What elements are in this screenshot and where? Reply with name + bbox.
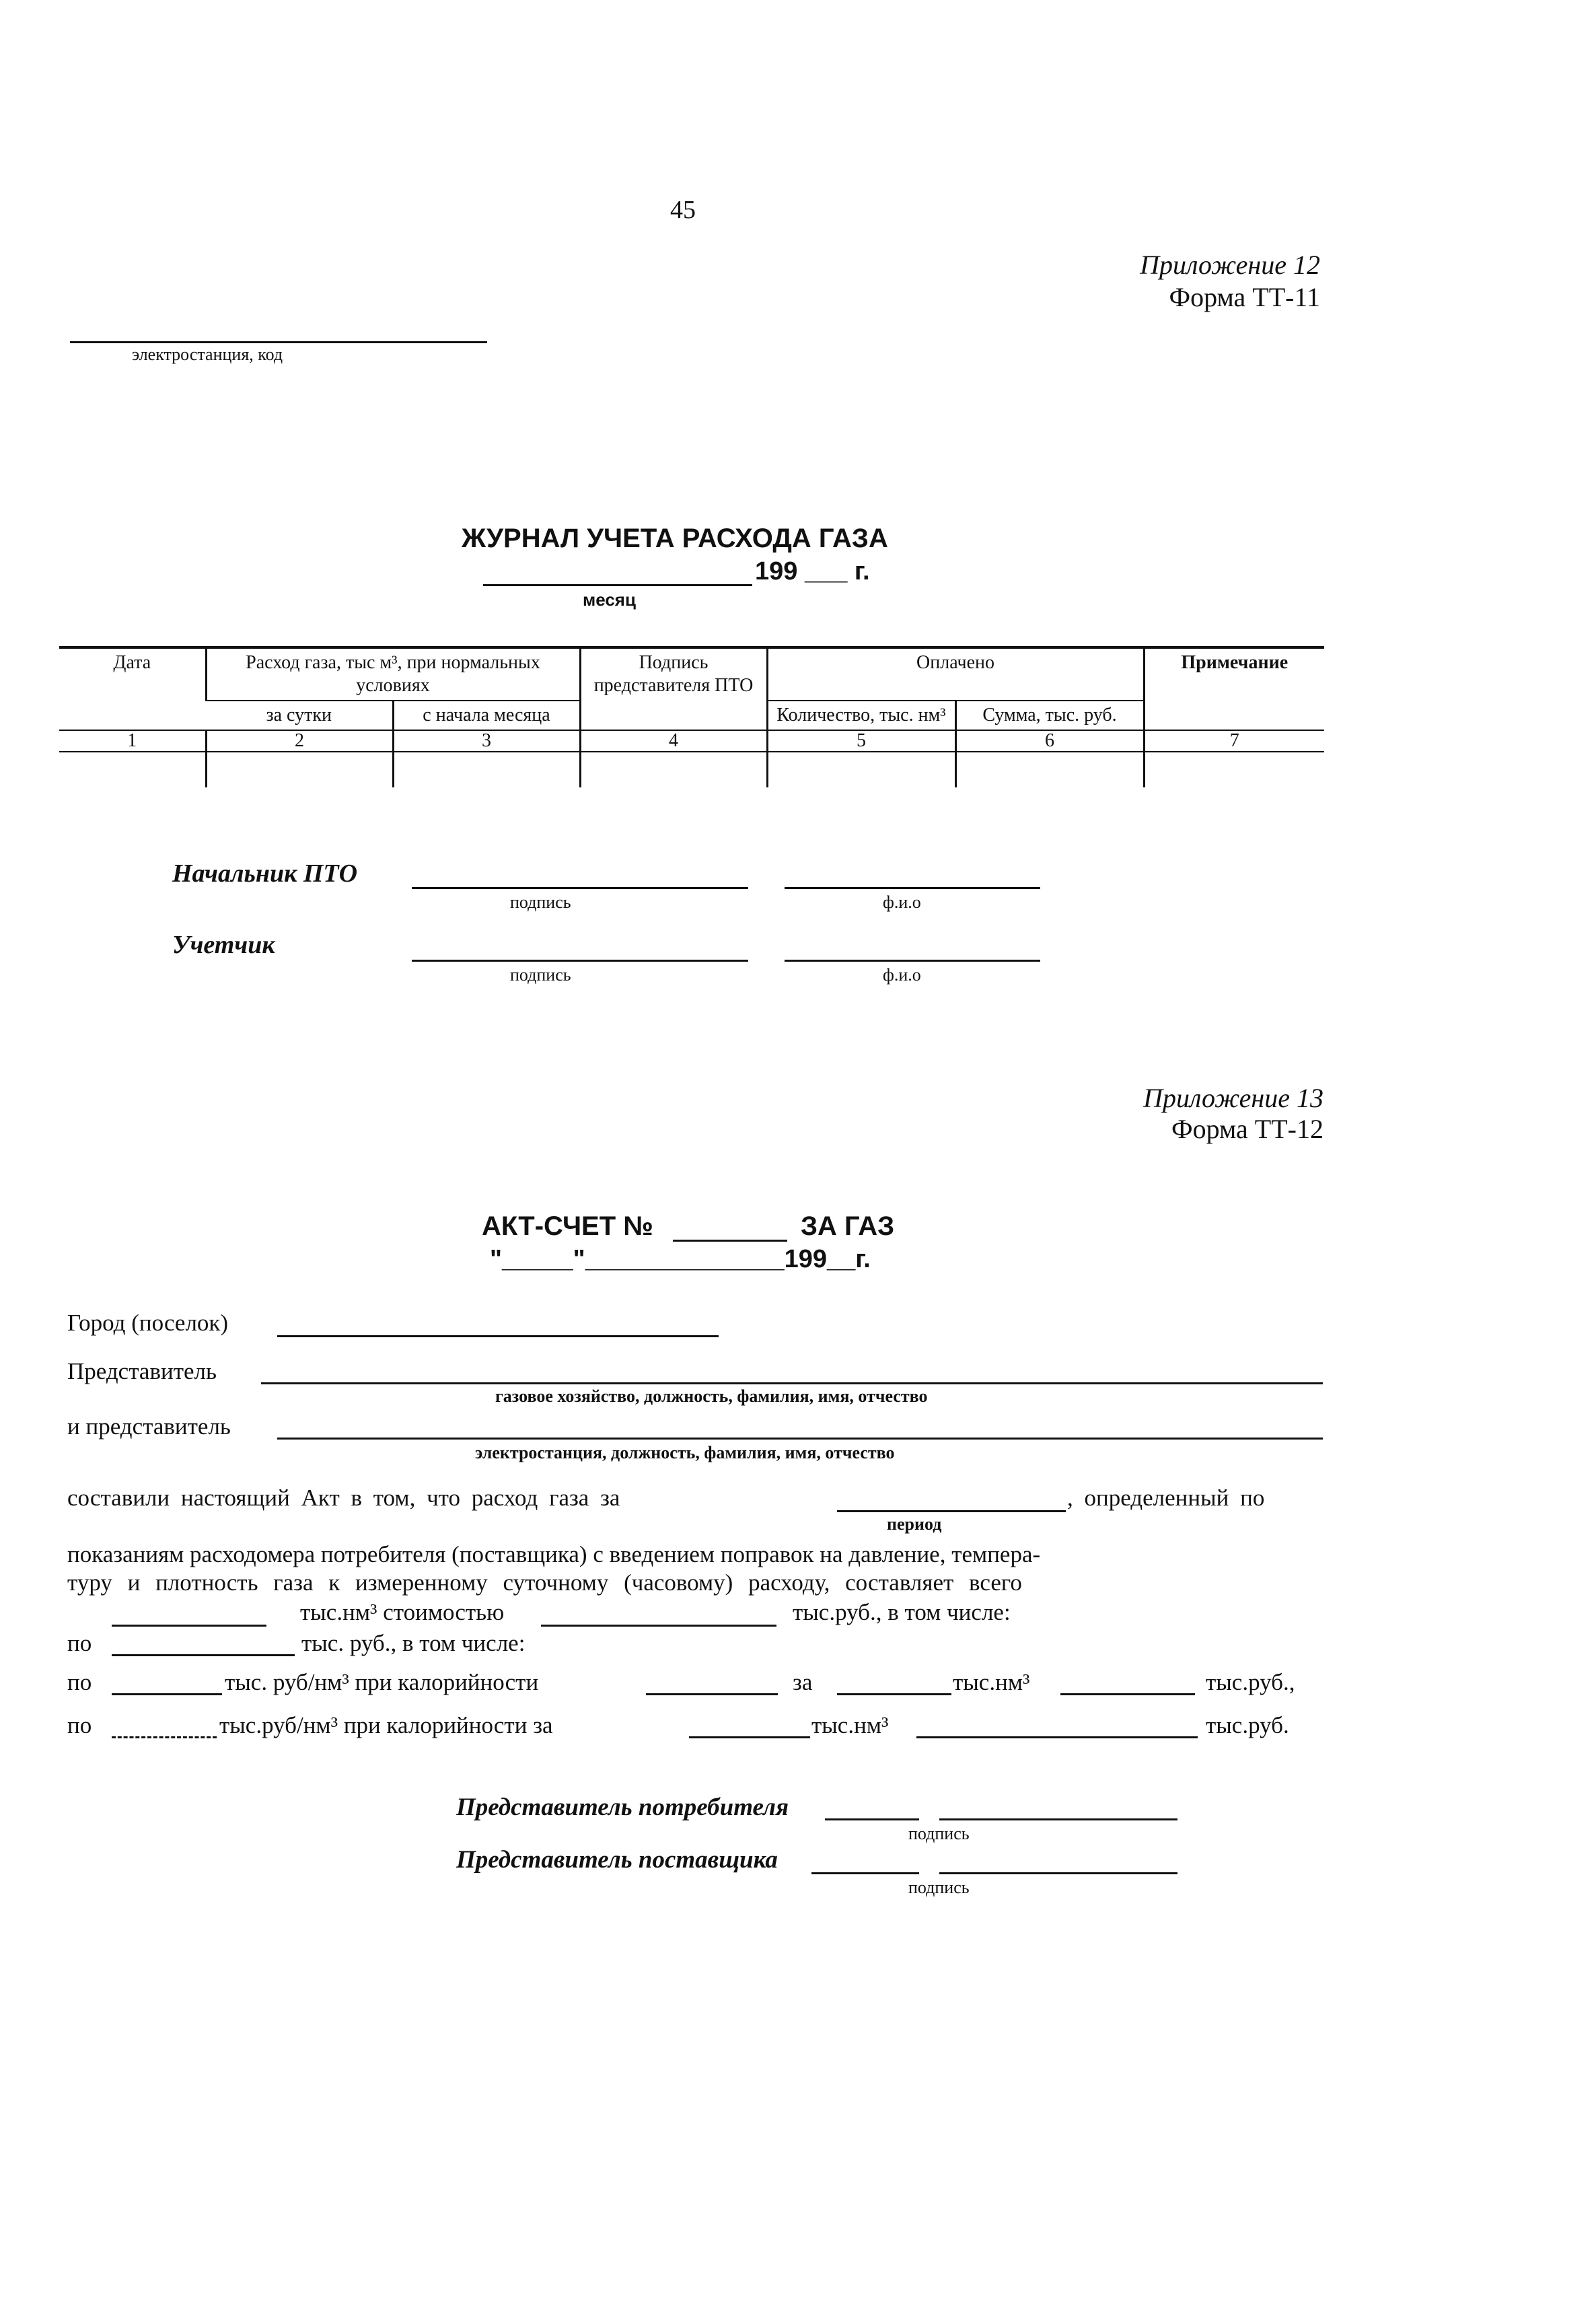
act-text-line-4a: тыс.нм³ стоимостью xyxy=(300,1599,505,1625)
act-title-left: АКТ-СЧЕТ № xyxy=(482,1211,653,1241)
signature-caption: подпись xyxy=(908,1878,970,1897)
act-text-line-5b: тыс. руб., в том числе: xyxy=(301,1630,525,1656)
header-per-day: за сутки xyxy=(206,701,393,730)
and-representative-line xyxy=(277,1438,1323,1440)
consumer-rep-line-a xyxy=(825,1818,919,1820)
accountant-fio-line xyxy=(785,960,1040,962)
act-text-line-1a: составили настоящий Акт в том, что расход газа за xyxy=(67,1485,620,1511)
act-text-line-1b: , определенный по xyxy=(1067,1485,1265,1511)
page-number: 45 xyxy=(670,196,696,224)
act-text-line-4b: тыс.руб., в том числе: xyxy=(793,1599,1011,1625)
consumer-rep-line-b xyxy=(939,1818,1177,1820)
tariff-line-1 xyxy=(112,1654,295,1656)
header-quantity: Количество, тыс. нм³ xyxy=(767,701,955,730)
city-line xyxy=(277,1335,719,1337)
signature-caption: подпись xyxy=(510,892,571,912)
and-representative-label: и представитель xyxy=(67,1413,231,1440)
representative-caption: газовое хозяйство, должность, фамилия, имя, отчество xyxy=(495,1386,928,1406)
header-sum: Сумма, тыс. руб. xyxy=(955,701,1144,730)
act-text-line-7b: тыс.руб/нм³ при калорийности за xyxy=(219,1712,553,1738)
column-number: 1 xyxy=(59,730,206,752)
supplier-rep-label: Представитель поставщика xyxy=(456,1846,778,1874)
station-code-caption: электростанция, код xyxy=(132,345,283,364)
head-pto-fio-line xyxy=(785,887,1040,889)
act-text-line-6c: за xyxy=(793,1669,813,1695)
act-title-right: ЗА ГАЗ xyxy=(801,1211,895,1241)
form-tt11-label: Форма ТТ-11 xyxy=(1169,282,1320,312)
journal-month-line xyxy=(483,584,752,586)
column-number: 7 xyxy=(1144,730,1324,752)
signature-caption: подпись xyxy=(510,965,571,985)
amount-line-2 xyxy=(916,1736,1198,1738)
act-text-line-6e: тыс.руб., xyxy=(1206,1669,1295,1695)
act-text-line-3: туру и плотность газа к измеренному суточному (часовому) расходу, составляет всего xyxy=(67,1569,1022,1596)
signature-caption: подпись xyxy=(908,1824,970,1843)
and-representative-caption: электростанция, должность, фамилия, имя, отчество xyxy=(475,1443,895,1462)
journal-year-line: 199 ___ г. xyxy=(755,557,870,586)
act-text-line-7d: тыс.руб. xyxy=(1206,1712,1289,1738)
volume-line-1 xyxy=(837,1693,951,1695)
consumer-rep-label: Представитель потребителя xyxy=(456,1794,789,1821)
price-line-2 xyxy=(112,1736,217,1738)
form-tt12-label: Форма ТТ-12 xyxy=(1171,1114,1323,1144)
act-text-line-5a: по xyxy=(67,1630,92,1656)
volume-line-2 xyxy=(689,1736,810,1738)
journal-title: ЖУРНАЛ УЧЕТА РАСХОДА ГАЗА xyxy=(462,524,888,553)
header-date: Дата xyxy=(59,647,206,730)
act-date-line: "_____"______________199__г. xyxy=(490,1245,871,1273)
header-note: Примечание xyxy=(1144,647,1324,730)
column-number: 5 xyxy=(767,730,955,752)
column-number: 4 xyxy=(580,730,767,752)
month-caption: месяц xyxy=(583,590,636,610)
table-row xyxy=(59,752,1324,787)
act-text-line-2: показаниям расходомера потребителя (поставщика) с введением поправок на давление, темпера- xyxy=(67,1541,1041,1567)
appendix-12-label: Приложение 12 xyxy=(1140,250,1320,280)
calorific-line-1 xyxy=(646,1693,778,1695)
journal-table xyxy=(59,646,1324,787)
header-since-month-start: с начала месяца xyxy=(393,701,580,730)
price-line-1 xyxy=(112,1693,222,1695)
act-text-line-6d: тыс.нм³ xyxy=(953,1669,1030,1695)
column-number: 3 xyxy=(393,730,580,752)
header-paid: Оплачено xyxy=(767,647,1144,701)
fio-caption: ф.и.о xyxy=(883,892,921,912)
period-caption: период xyxy=(887,1514,942,1534)
period-line xyxy=(837,1510,1066,1512)
city-label: Город (поселок) xyxy=(67,1310,229,1336)
act-text-line-6b: тыс. руб/нм³ при калорийности xyxy=(225,1669,539,1695)
act-text-line-7c: тыс.нм³ xyxy=(811,1712,889,1738)
act-text-line-6a: по xyxy=(67,1669,92,1695)
act-number-line xyxy=(673,1240,787,1242)
head-pto-signature-line xyxy=(412,887,748,889)
accountant-label: Учетчик xyxy=(172,931,275,959)
representative-label: Представитель xyxy=(67,1358,217,1384)
amount-line-1 xyxy=(1060,1693,1195,1695)
representative-line xyxy=(261,1382,1323,1384)
act-text-line-7a: по xyxy=(67,1712,92,1738)
supplier-rep-line-b xyxy=(939,1872,1177,1874)
head-pto-label: Начальник ПТО xyxy=(172,859,358,888)
station-code-line xyxy=(70,341,487,343)
column-number: 2 xyxy=(206,730,393,752)
header-pto-signature: Подпись представителя ПТО xyxy=(580,647,767,730)
appendix-13-label: Приложение 13 xyxy=(1143,1083,1323,1113)
column-number: 6 xyxy=(955,730,1144,752)
accountant-signature-line xyxy=(412,960,748,962)
header-consumption: Расход газа, тыс м³, при нормальных условиях xyxy=(206,647,580,701)
total-cost-line xyxy=(541,1625,776,1627)
fio-caption: ф.и.о xyxy=(883,965,921,985)
total-volume-line xyxy=(112,1625,266,1627)
supplier-rep-line-a xyxy=(811,1872,919,1874)
